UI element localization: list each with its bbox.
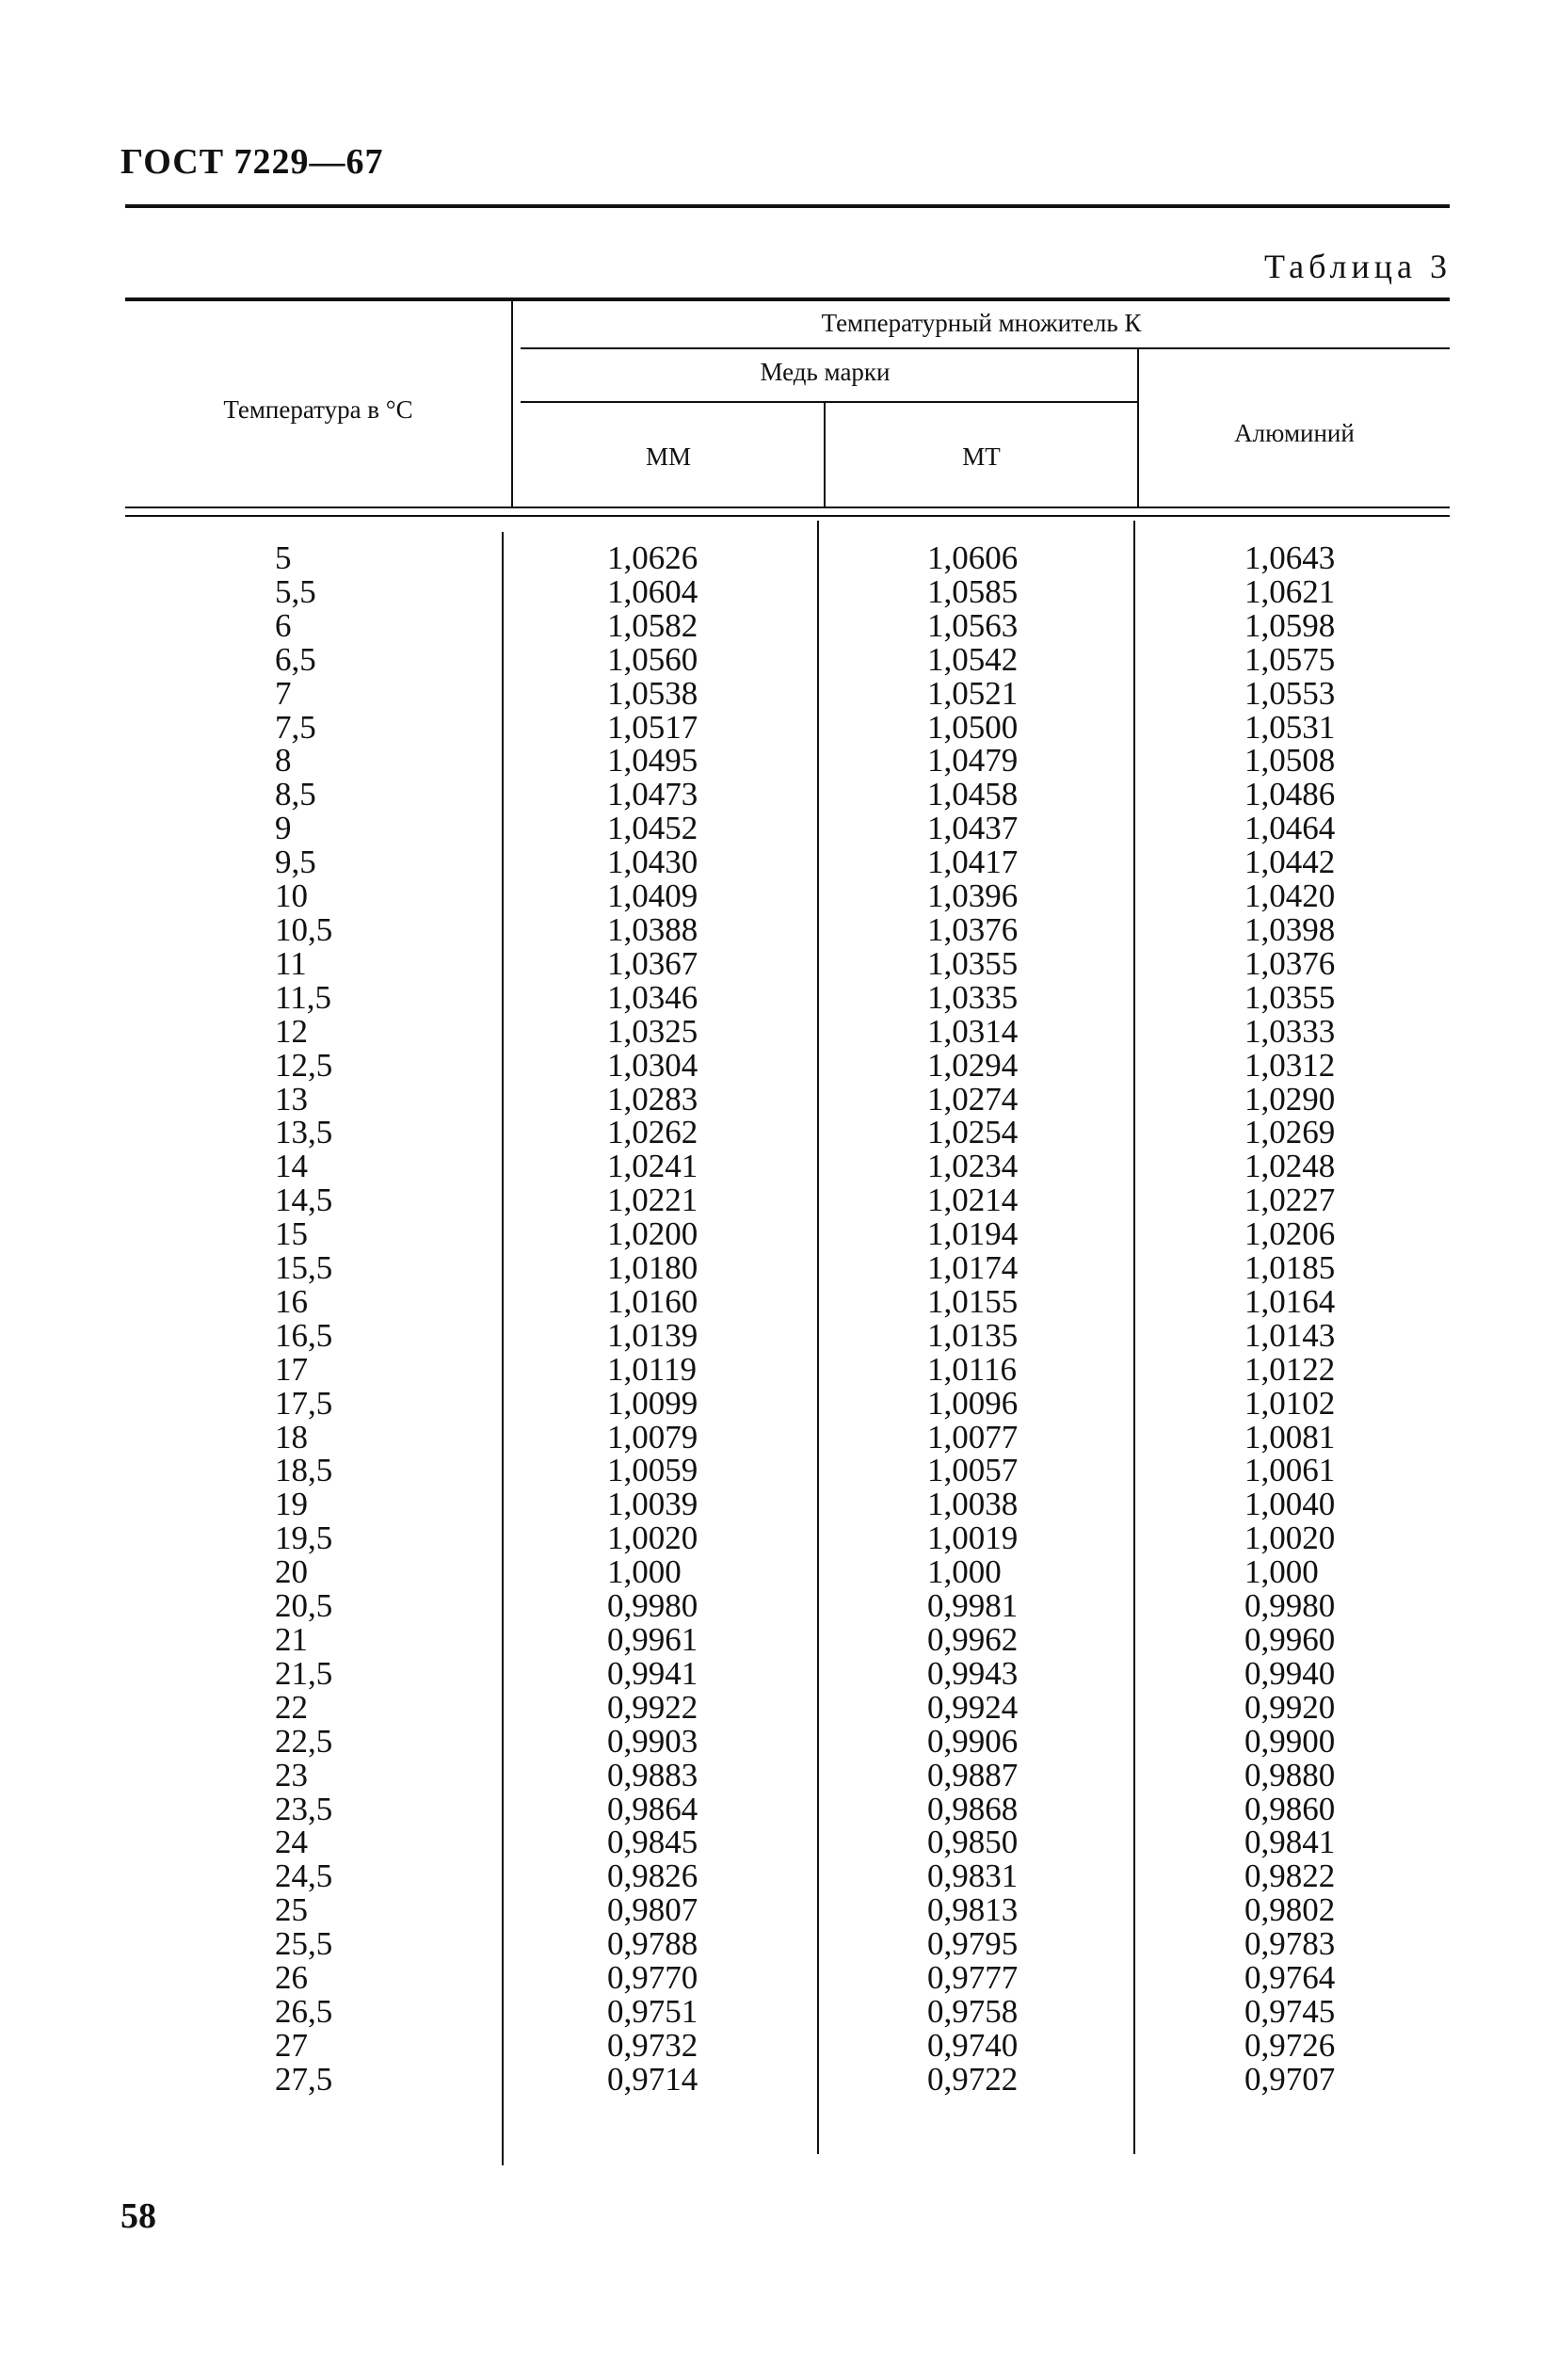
table-cell: 12,5: [275, 1046, 333, 1084]
table-cell: 27: [275, 2026, 308, 2064]
table-cell: 21,5: [275, 1654, 333, 1692]
table-cell: 27,5: [275, 2060, 333, 2098]
table-cell: 1,0542: [927, 640, 1019, 678]
document-title: ГОСТ 7229—67: [120, 142, 384, 182]
table-cell: 1,0464: [1244, 810, 1336, 847]
table-cell: 0,9961: [607, 1621, 698, 1658]
table-cell: 1,0139: [607, 1316, 698, 1354]
table-cell: 1,0180: [607, 1249, 698, 1287]
table-cell: 1,0333: [1244, 1012, 1336, 1050]
temperature-column: [275, 541, 378, 2097]
table-cell: 0,9868: [927, 1790, 1019, 1827]
table-cell: 0,9707: [1244, 2060, 1336, 2098]
table-cell: 1,0606: [927, 539, 1019, 576]
table-cell: 1,0560: [607, 640, 698, 678]
table-cell: 11: [275, 944, 307, 982]
table-cell: 1,0314: [927, 1012, 1019, 1050]
table-cell: 24,5: [275, 1857, 333, 1895]
table-cell: 17,5: [275, 1384, 333, 1422]
table-cell: 1,0430: [607, 844, 698, 881]
table-cell: 1,0160: [607, 1282, 698, 1320]
table-cell: 1,0479: [927, 742, 1019, 780]
table-cell: 10: [275, 877, 308, 915]
table-cell: 0,9860: [1244, 1790, 1336, 1827]
table-cell: 1,0122: [1244, 1350, 1336, 1388]
header-mm: ММ: [645, 442, 691, 471]
table-cell: 1,0409: [607, 877, 698, 915]
table-cell: 1,0019: [927, 1520, 1019, 1557]
table-cell: 0,9845: [607, 1824, 698, 1861]
table-cell: 1,0283: [607, 1080, 698, 1118]
table-cell: 1,0254: [927, 1114, 1019, 1151]
table-cell: 1,0325: [607, 1012, 698, 1050]
table-cell: 0,9822: [1244, 1857, 1336, 1895]
table-cell: 1,0262: [607, 1114, 698, 1151]
table-cell: 1,0626: [607, 539, 698, 576]
table-cell: 1,0214: [927, 1182, 1019, 1219]
table-cell: 0,9981: [927, 1587, 1019, 1625]
table-cell: 0,9924: [927, 1688, 1019, 1726]
table-cell: 22,5: [275, 1722, 333, 1760]
table-cell: 25: [275, 1891, 308, 1929]
table-cell: 1,0582: [607, 606, 698, 644]
table-cell: 0,9745: [1244, 1992, 1336, 2030]
table-cell: 1,0563: [927, 606, 1019, 644]
table-cell: 0,9783: [1244, 1925, 1336, 1963]
table-cell: 0,9788: [607, 1925, 698, 1963]
table-cell: 1,0575: [1244, 640, 1336, 678]
table-cell: 0,9900: [1244, 1722, 1336, 1760]
table-cell: 0,9751: [607, 1992, 698, 2030]
table-cell: 0,9850: [927, 1824, 1019, 1861]
table-cell: 0,9732: [607, 2026, 698, 2064]
table-cell: 0,9903: [607, 1722, 698, 1760]
table-cell: 19: [275, 1486, 308, 1523]
table-cell: 1,0531: [1244, 708, 1336, 746]
table-cell: 16,5: [275, 1316, 333, 1354]
table-cell: 1,0061: [1244, 1452, 1336, 1489]
body-divider-mm-mt: [817, 521, 819, 2154]
table-cell: 0,9770: [607, 1959, 698, 1997]
table-cell: 1,0200: [607, 1215, 698, 1253]
table-cell: 1,0274: [927, 1080, 1019, 1118]
table-cell: 1,0234: [927, 1148, 1019, 1185]
table-cell: 26,5: [275, 1992, 333, 2030]
table-cell: 0,9883: [607, 1756, 698, 1793]
table-cell: 0,9880: [1244, 1756, 1336, 1793]
mt-column: [927, 541, 1040, 2097]
table-cell: 1,0398: [1244, 910, 1336, 948]
table-cell: 1,0194: [927, 1215, 1019, 1253]
table-cell: 25,5: [275, 1925, 333, 1963]
table-cell: 19,5: [275, 1520, 333, 1557]
table-cell: 5,5: [275, 572, 316, 610]
table-cell: 1,0538: [607, 674, 698, 712]
table-cell: 1,0290: [1244, 1080, 1336, 1118]
header-bottom-rule-2: [125, 515, 1450, 517]
table-cell: 15,5: [275, 1249, 333, 1287]
table-cell: 0,9841: [1244, 1824, 1336, 1861]
aluminium-column: [1244, 541, 1357, 2097]
table-cell: 15: [275, 1215, 308, 1253]
table-cell: 0,9826: [607, 1857, 698, 1895]
table-cell: 1,0040: [1244, 1486, 1336, 1523]
table-cell: 13: [275, 1080, 308, 1118]
table-cell: 0,9906: [927, 1722, 1019, 1760]
table-cell: 14: [275, 1148, 308, 1185]
table-cell: 26: [275, 1959, 308, 1997]
table-cell: 0,9813: [927, 1891, 1019, 1929]
table-cell: 1,0294: [927, 1046, 1019, 1084]
table-cell: 0,9740: [927, 2026, 1019, 2064]
table-cell: 11,5: [275, 978, 331, 1016]
table-cell: 1,0521: [927, 674, 1019, 712]
table-cell: 1,0355: [927, 944, 1019, 982]
table-cell: 0,9940: [1244, 1654, 1336, 1692]
subgroup-header-rule: [521, 401, 1137, 403]
header-bottom-rule-1: [125, 507, 1450, 508]
table-cell: 1,0417: [927, 844, 1019, 881]
table-cell: 10,5: [275, 910, 333, 948]
group-header-rule: [521, 347, 1450, 349]
table-cell: 16: [275, 1282, 308, 1320]
table-cell: 1,0346: [607, 978, 698, 1016]
table-caption: Таблица 3: [1264, 248, 1452, 285]
table-cell: 0,9764: [1244, 1959, 1336, 1997]
table-cell: 1,0376: [1244, 944, 1336, 982]
table-top-rule: [125, 298, 1450, 301]
table-cell: 1,0376: [927, 910, 1019, 948]
header-temperature: Температура в °С: [223, 395, 413, 424]
header-temperature-multiplier: Температурный множитель К: [821, 309, 1142, 337]
table-cell: 1,0059: [607, 1452, 698, 1489]
table-cell: 1,0248: [1244, 1148, 1336, 1185]
table-cell: 0,9722: [927, 2060, 1019, 2098]
table-cell: 1,0102: [1244, 1384, 1336, 1422]
table-cell: 22: [275, 1688, 308, 1726]
table-cell: 1,0500: [927, 708, 1019, 746]
table-cell: 6,5: [275, 640, 316, 678]
table-cell: 20: [275, 1553, 308, 1591]
table-cell: 0,9802: [1244, 1891, 1336, 1929]
table-cell: 8: [275, 742, 292, 780]
table-cell: 1,0135: [927, 1316, 1019, 1354]
table-cell: 1,0155: [927, 1282, 1019, 1320]
table-cell: 8,5: [275, 776, 316, 813]
table-cell: 0,9795: [927, 1925, 1019, 1963]
table-cell: 1,0269: [1244, 1114, 1336, 1151]
table-cell: 1,0355: [1244, 978, 1336, 1016]
table-cell: 1,0420: [1244, 877, 1336, 915]
table-cell: 1,0442: [1244, 844, 1336, 881]
table-cell: 0,9922: [607, 1688, 698, 1726]
table-cell: 1,0553: [1244, 674, 1336, 712]
table-cell: 1,0099: [607, 1384, 698, 1422]
table-cell: 1,0164: [1244, 1282, 1336, 1320]
table-cell: 9,5: [275, 844, 316, 881]
table-cell: 17: [275, 1350, 308, 1388]
body-divider-temperature: [502, 532, 504, 2165]
table-cell: 1,000: [607, 1553, 682, 1591]
table-cell: 1,0227: [1244, 1182, 1336, 1219]
table-cell: 1,0604: [607, 572, 698, 610]
table-cell: 1,0517: [607, 708, 698, 746]
table-cell: 1,0119: [607, 1350, 697, 1388]
table-cell: 0,9831: [927, 1857, 1019, 1895]
table-cell: 1,0077: [927, 1418, 1019, 1455]
table-cell: 0,9962: [927, 1621, 1019, 1658]
table-cell: 1,0096: [927, 1384, 1019, 1422]
table-cell: 1,0585: [927, 572, 1019, 610]
table-cell: 1,0486: [1244, 776, 1336, 813]
table-cell: 1,0020: [607, 1520, 698, 1557]
table-cell: 1,0038: [927, 1486, 1019, 1523]
table-cell: 1,0458: [927, 776, 1019, 813]
table-cell: 6: [275, 606, 292, 644]
table-cell: 1,000: [1244, 1553, 1319, 1591]
table-cell: 9: [275, 810, 292, 847]
table-cell: 24: [275, 1824, 308, 1861]
table-cell: 0,9726: [1244, 2026, 1336, 2064]
table-cell: 0,9758: [927, 1992, 1019, 2030]
table-cell: 1,0388: [607, 910, 698, 948]
table-cell: 1,0185: [1244, 1249, 1336, 1287]
table-cell: 1,0057: [927, 1452, 1019, 1489]
table-cell: 13,5: [275, 1114, 333, 1151]
table-cell: 1,0116: [927, 1350, 1017, 1388]
table-cell: 1,0312: [1244, 1046, 1336, 1084]
table-cell: 0,9864: [607, 1790, 698, 1827]
table-cell: 1,0437: [927, 810, 1019, 847]
table-cell: 1,0081: [1244, 1418, 1336, 1455]
table-cell: 1,000: [927, 1553, 1002, 1591]
table-cell: 0,9920: [1244, 1688, 1336, 1726]
page-number: 58: [120, 2196, 156, 2236]
table-cell: 1,0335: [927, 978, 1019, 1016]
table-cell: 23: [275, 1756, 308, 1793]
table-cell: 0,9943: [927, 1654, 1019, 1692]
header-copper-grade: Медь марки: [760, 358, 891, 386]
top-rule: [125, 204, 1450, 208]
table-cell: 1,0241: [607, 1148, 698, 1185]
table-cell: 1,0221: [607, 1182, 698, 1219]
table-cell: 0,9980: [607, 1587, 698, 1625]
table-cell: 1,0396: [927, 877, 1019, 915]
table-cell: 1,0643: [1244, 539, 1336, 576]
table-cell: 21: [275, 1621, 308, 1658]
table-cell: 18,5: [275, 1452, 333, 1489]
table-cell: 23,5: [275, 1790, 333, 1827]
table-cell: 1,0598: [1244, 606, 1336, 644]
table-cell: 1,0367: [607, 944, 698, 982]
table-cell: 1,0079: [607, 1418, 698, 1455]
table-cell: 1,0020: [1244, 1520, 1336, 1557]
table-cell: 1,0304: [607, 1046, 698, 1084]
table-cell: 0,9980: [1244, 1587, 1336, 1625]
table-cell: 1,0206: [1244, 1215, 1336, 1253]
table-cell: 14,5: [275, 1182, 333, 1219]
table-cell: 1,0174: [927, 1249, 1019, 1287]
table-cell: 0,9941: [607, 1654, 698, 1692]
table-cell: 0,9777: [927, 1959, 1019, 1997]
header-aluminium: Алюминий: [1234, 419, 1355, 447]
table-cell: 20,5: [275, 1587, 333, 1625]
table-cell: 5: [275, 539, 292, 576]
body-divider-aluminium: [1133, 521, 1135, 2154]
table-cell: 0,9960: [1244, 1621, 1336, 1658]
table-cell: 1,0508: [1244, 742, 1336, 780]
table-cell: 7,5: [275, 708, 316, 746]
table-cell: 1,0452: [607, 810, 698, 847]
table-cell: 1,0143: [1244, 1316, 1336, 1354]
table-cell: 0,9807: [607, 1891, 698, 1929]
mm-column: [607, 541, 720, 2097]
table-cell: 18: [275, 1418, 308, 1455]
table-cell: 12: [275, 1012, 308, 1050]
table-cell: 1,0473: [607, 776, 698, 813]
header-mt: МТ: [962, 442, 1001, 471]
table-cell: 1,0495: [607, 742, 698, 780]
table-cell: 1,0039: [607, 1486, 698, 1523]
table-cell: 0,9887: [927, 1756, 1019, 1793]
table-cell: 7: [275, 674, 292, 712]
table-cell: 1,0621: [1244, 572, 1336, 610]
table-cell: 0,9714: [607, 2060, 698, 2098]
